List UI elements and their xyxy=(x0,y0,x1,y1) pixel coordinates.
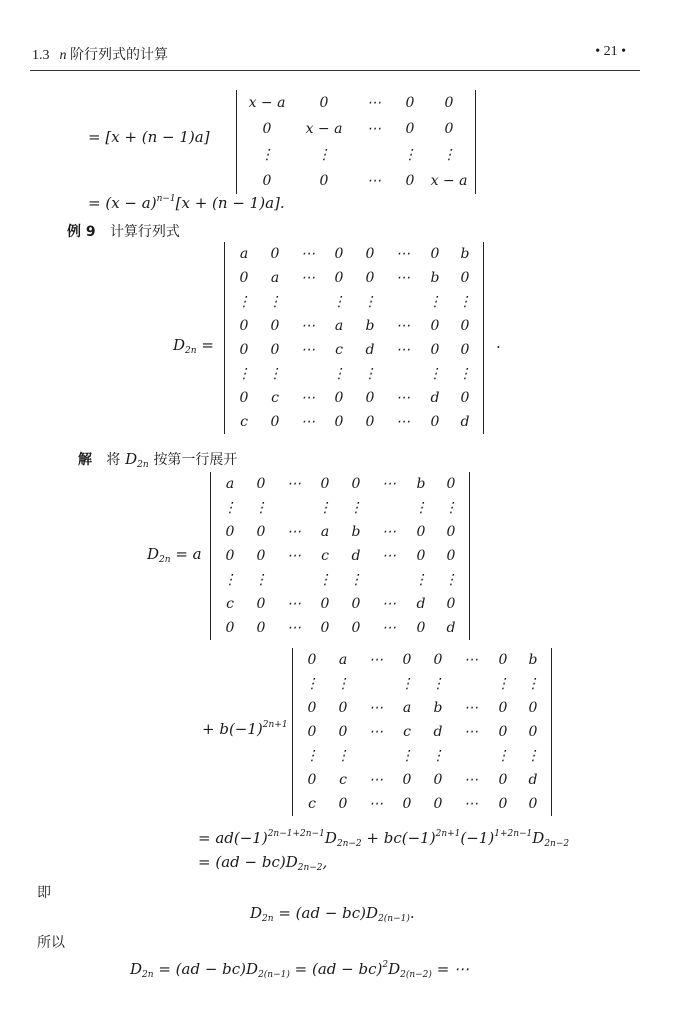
matrix-cell: 0 xyxy=(460,270,470,286)
matrix-cell: ⋮ xyxy=(268,294,282,310)
matrix-cell: ⋮ xyxy=(305,748,319,764)
matrix-cell: d xyxy=(460,414,470,430)
matrix-cell xyxy=(291,290,325,314)
matrix-cell: ⋮ xyxy=(403,147,417,163)
matrix-cell: ⋯ xyxy=(301,270,315,286)
solution-label: 解 xyxy=(78,452,92,468)
matrix-cell: ⋮ xyxy=(336,676,350,692)
matrix-cell: 0 xyxy=(416,524,426,540)
matrix-cell: ⋯ xyxy=(369,700,383,716)
matrix-cell: ⋮ xyxy=(332,366,346,382)
matrix-cell: 0 xyxy=(319,173,329,189)
matrix-row xyxy=(211,544,470,568)
matrix-cell: 0 xyxy=(334,246,344,262)
matrix-cell: d xyxy=(416,596,426,612)
matrix-cell: a xyxy=(402,700,412,716)
matrix-cell: ⋮ xyxy=(260,147,274,163)
matrix-cell: ⋯ xyxy=(396,318,410,334)
matrix-cell: 0 xyxy=(446,596,456,612)
matrix-row xyxy=(225,362,484,386)
matrix-cell: 0 xyxy=(320,476,330,492)
matrix-cell: 0 xyxy=(307,724,317,740)
matrix-cell: b xyxy=(365,318,375,334)
eq6: $D_{2n} = (ad - bc)D_{2(n-1)} = (ad - bc)^2D_{2(n-2)}$ = ⋯ xyxy=(130,960,470,980)
matrix-cell: ⋮ xyxy=(496,676,510,692)
matrix-cell: ⋯ xyxy=(464,772,478,788)
suoyi-text: 所以 xyxy=(37,935,65,951)
d2n-determinant xyxy=(224,242,484,434)
matrix-cell: 0 xyxy=(460,318,470,334)
matrix-cell: ⋯ xyxy=(369,796,383,812)
matrix-cell: 0 xyxy=(498,724,508,740)
matrix-cell: ⋮ xyxy=(428,366,442,382)
matrix-cell: ⋯ xyxy=(396,414,410,430)
matrix-cell: 0 xyxy=(402,772,412,788)
page-number: • 21 • xyxy=(595,44,626,59)
matrix-cell: ⋯ xyxy=(464,652,478,668)
matrix-cell: ⋮ xyxy=(336,748,350,764)
matrix-cell: 0 xyxy=(270,414,280,430)
matrix-row xyxy=(293,720,552,744)
matrix-cell: 0 xyxy=(405,95,415,111)
matrix-cell: c xyxy=(271,390,279,406)
expand1-lhs: $D_{2n} = a$ xyxy=(147,545,202,565)
matrix-row xyxy=(211,496,470,520)
matrix-cell: ⋯ xyxy=(367,121,381,137)
matrix-cell: ⋮ xyxy=(305,676,319,692)
matrix-cell: ⋮ xyxy=(526,676,540,692)
matrix-cell: 0 xyxy=(334,414,344,430)
matrix-cell: ⋮ xyxy=(223,500,237,516)
matrix-cell: ⋯ xyxy=(396,246,410,262)
matrix-cell: 0 xyxy=(239,270,249,286)
matrix-cell: 0 xyxy=(239,342,249,358)
matrix-row xyxy=(293,768,552,792)
matrix-cell: ⋯ xyxy=(396,342,410,358)
matrix-cell: 0 xyxy=(433,652,443,668)
matrix-cell: 0 xyxy=(338,724,348,740)
d2n-period: . xyxy=(496,334,501,352)
matrix-row xyxy=(293,744,552,768)
matrix-cell: ⋮ xyxy=(414,572,428,588)
matrix-cell: b xyxy=(430,270,440,286)
matrix-cell: 0 xyxy=(256,548,266,564)
matrix-cell: ⋯ xyxy=(287,524,301,540)
matrix-row xyxy=(211,616,470,640)
matrix-cell: 0 xyxy=(416,548,426,564)
matrix-cell: 0 xyxy=(498,796,508,812)
matrix-row xyxy=(237,116,476,142)
matrix-row xyxy=(293,792,552,816)
matrix-cell: ⋮ xyxy=(414,500,428,516)
matrix-cell: 0 xyxy=(334,270,344,286)
matrix-cell: ⋯ xyxy=(301,318,315,334)
matrix-cell: b xyxy=(460,246,470,262)
matrix-cell: ⋯ xyxy=(382,548,396,564)
matrix-cell: 0 xyxy=(307,772,317,788)
matrix-cell: 0 xyxy=(270,318,280,334)
matrix-cell: c xyxy=(240,414,248,430)
solution: 解 将 $D_{2n}$ 按第一行展开 xyxy=(78,450,238,470)
matrix-cell: b xyxy=(416,476,426,492)
matrix-cell: 0 xyxy=(256,596,266,612)
header-rule xyxy=(30,70,640,71)
matrix-row xyxy=(237,90,476,116)
matrix-cell: 0 xyxy=(239,390,249,406)
matrix-cell: ⋯ xyxy=(464,724,478,740)
eq2: = $(x - a)^{n-1}[x + (n - 1)a]$. xyxy=(88,194,285,212)
matrix-row xyxy=(211,568,470,592)
matrix-cell: ⋮ xyxy=(349,500,363,516)
matrix-cell: ⋮ xyxy=(400,676,414,692)
matrix-cell: 0 xyxy=(351,620,361,636)
matrix-cell xyxy=(359,672,393,696)
matrix-cell: ⋮ xyxy=(444,500,458,516)
eq5: $D_{2n} = (ad - bc)D_{2(n-1)}$. xyxy=(250,904,415,924)
matrix-cell: 0 xyxy=(262,173,272,189)
matrix-cell: 0 xyxy=(351,476,361,492)
matrix-cell: ⋯ xyxy=(464,700,478,716)
eq1-determinant xyxy=(236,90,476,194)
matrix-cell: ⋯ xyxy=(396,390,410,406)
matrix-cell: ⋮ xyxy=(254,572,268,588)
matrix-cell: 0 xyxy=(498,652,508,668)
matrix-cell xyxy=(373,496,405,520)
matrix-cell: ⋮ xyxy=(400,748,414,764)
matrix-cell: ⋮ xyxy=(317,147,331,163)
matrix-cell: d xyxy=(430,390,440,406)
matrix-cell: 0 xyxy=(365,414,375,430)
matrix-cell: c xyxy=(403,724,411,740)
d2n-lhs: $D_{2n}$ = xyxy=(173,336,214,356)
matrix-cell: c xyxy=(226,596,234,612)
matrix-cell: 0 xyxy=(239,318,249,334)
matrix-cell xyxy=(359,744,393,768)
matrix-cell: ⋯ xyxy=(382,620,396,636)
matrix-cell xyxy=(355,142,393,168)
matrix-cell: a xyxy=(225,476,235,492)
matrix-row xyxy=(225,338,484,362)
matrix-cell: c xyxy=(339,772,347,788)
matrix-row xyxy=(293,672,552,696)
matrix-cell: 0 xyxy=(256,524,266,540)
matrix-cell xyxy=(277,568,311,592)
eq4: = $(ad - bc)D_{2n-2}$, xyxy=(198,853,328,873)
matrix-cell xyxy=(373,568,405,592)
matrix-cell: ⋯ xyxy=(367,173,381,189)
matrix-cell: 0 xyxy=(433,796,443,812)
matrix-cell: b xyxy=(351,524,361,540)
matrix-row xyxy=(293,648,552,672)
matrix-cell xyxy=(387,362,419,386)
matrix-cell: 0 xyxy=(528,700,538,716)
matrix-cell: ⋯ xyxy=(301,390,315,406)
matrix-row xyxy=(211,472,470,496)
matrix-cell: d xyxy=(528,772,538,788)
matrix-cell: 0 xyxy=(446,548,456,564)
matrix-cell: 0 xyxy=(320,620,330,636)
matrix-cell: 0 xyxy=(444,121,454,137)
matrix-cell: 0 xyxy=(405,121,415,137)
matrix-cell: 0 xyxy=(430,246,440,262)
matrix-cell: c xyxy=(321,548,329,564)
matrix-row xyxy=(225,314,484,338)
matrix-cell: 0 xyxy=(430,318,440,334)
matrix-cell: x − a xyxy=(248,95,286,111)
matrix-cell: d xyxy=(365,342,375,358)
matrix-cell: ⋮ xyxy=(431,676,445,692)
matrix-cell: ⋮ xyxy=(526,748,540,764)
matrix-cell: ⋯ xyxy=(382,476,396,492)
matrix-cell: ⋮ xyxy=(268,366,282,382)
matrix-cell: ⋮ xyxy=(431,748,445,764)
matrix-cell: ⋮ xyxy=(223,572,237,588)
eq3: = $ad(-1)^{2n-1+2n-1}D_{2n-2} + bc(-1)^{2n+1}(-1)^{1+2n-1}D_{2n-2}$ xyxy=(198,829,570,849)
matrix-cell xyxy=(277,496,311,520)
matrix-row xyxy=(225,266,484,290)
matrix-cell: 0 xyxy=(528,724,538,740)
matrix-cell: ⋯ xyxy=(369,724,383,740)
matrix-cell: 0 xyxy=(444,95,454,111)
matrix-row xyxy=(237,142,476,168)
matrix-cell: ⋮ xyxy=(318,500,332,516)
matrix-cell: 0 xyxy=(405,173,415,189)
matrix-cell: 0 xyxy=(256,620,266,636)
matrix-row xyxy=(237,168,476,194)
matrix-cell: ⋯ xyxy=(301,342,315,358)
matrix-cell: ⋮ xyxy=(363,294,377,310)
matrix-cell: ⋮ xyxy=(237,294,251,310)
matrix-cell: 0 xyxy=(225,548,235,564)
expand1-determinant xyxy=(210,472,470,640)
matrix-cell: a xyxy=(334,318,344,334)
matrix-cell: ⋯ xyxy=(301,414,315,430)
matrix-cell: 0 xyxy=(460,390,470,406)
matrix-cell: ⋯ xyxy=(464,796,478,812)
matrix-cell: 0 xyxy=(365,246,375,262)
matrix-cell: 0 xyxy=(430,414,440,430)
matrix-cell: ⋯ xyxy=(287,596,301,612)
matrix-cell: d xyxy=(446,620,456,636)
matrix-cell: a xyxy=(270,270,280,286)
example-label: 例 9 xyxy=(67,224,96,240)
matrix-cell: 0 xyxy=(498,772,508,788)
example-text: 计算行列式 xyxy=(109,224,180,240)
matrix-cell: ⋯ xyxy=(369,652,383,668)
matrix-cell: 0 xyxy=(402,652,412,668)
matrix-cell: ⋯ xyxy=(287,620,301,636)
matrix-cell xyxy=(455,744,487,768)
matrix-row xyxy=(211,520,470,544)
matrix-cell: 0 xyxy=(460,342,470,358)
matrix-cell xyxy=(455,672,487,696)
matrix-cell: ⋮ xyxy=(458,294,472,310)
section-title: 阶行列式的计算 xyxy=(70,47,168,63)
matrix-cell: ⋮ xyxy=(237,366,251,382)
matrix-cell: 0 xyxy=(528,796,538,812)
matrix-row xyxy=(211,592,470,616)
section-number: 1.3 xyxy=(32,48,50,63)
matrix-cell: 0 xyxy=(270,246,280,262)
section-n: n xyxy=(59,48,67,63)
eq1-prefix: = [x + (n − 1)a] xyxy=(88,128,210,146)
matrix-cell: 0 xyxy=(225,620,235,636)
matrix-cell: 0 xyxy=(433,772,443,788)
matrix-cell: b xyxy=(433,700,443,716)
matrix-cell: ⋯ xyxy=(287,476,301,492)
matrix-cell: ⋮ xyxy=(318,572,332,588)
matrix-row xyxy=(225,386,484,410)
matrix-cell: 0 xyxy=(416,620,426,636)
running-header xyxy=(32,44,168,64)
matrix-cell xyxy=(291,362,325,386)
matrix-cell: 0 xyxy=(365,270,375,286)
ji-text: 即 xyxy=(37,885,51,901)
matrix-cell: ⋮ xyxy=(363,366,377,382)
matrix-cell: ⋮ xyxy=(442,147,456,163)
matrix-cell: ⋯ xyxy=(382,596,396,612)
expand2-determinant xyxy=(292,648,552,816)
matrix-cell: 0 xyxy=(446,524,456,540)
matrix-cell xyxy=(387,290,419,314)
matrix-cell: a xyxy=(338,652,348,668)
matrix-cell: 0 xyxy=(430,342,440,358)
matrix-cell: ⋯ xyxy=(382,524,396,540)
matrix-cell: c xyxy=(335,342,343,358)
matrix-row xyxy=(293,696,552,720)
matrix-cell: ⋯ xyxy=(396,270,410,286)
matrix-cell: 0 xyxy=(270,342,280,358)
matrix-cell: ⋯ xyxy=(301,246,315,262)
matrix-cell: ⋮ xyxy=(332,294,346,310)
matrix-cell: 0 xyxy=(338,796,348,812)
matrix-row xyxy=(225,290,484,314)
matrix-cell: 0 xyxy=(307,700,317,716)
matrix-cell: 0 xyxy=(402,796,412,812)
matrix-cell: ⋯ xyxy=(287,548,301,564)
matrix-cell: 0 xyxy=(338,700,348,716)
matrix-cell: 0 xyxy=(319,95,329,111)
matrix-cell: ⋮ xyxy=(458,366,472,382)
matrix-cell: 0 xyxy=(262,121,272,137)
example-9 xyxy=(67,221,180,241)
matrix-cell: x − a xyxy=(430,173,468,189)
matrix-cell: 0 xyxy=(334,390,344,406)
matrix-cell: b xyxy=(528,652,538,668)
matrix-cell: x − a xyxy=(305,121,343,137)
matrix-row xyxy=(225,410,484,434)
matrix-cell: 0 xyxy=(256,476,266,492)
matrix-cell: 0 xyxy=(225,524,235,540)
matrix-cell: a xyxy=(320,524,330,540)
matrix-cell: 0 xyxy=(365,390,375,406)
matrix-cell: ⋮ xyxy=(444,572,458,588)
matrix-cell: ⋮ xyxy=(254,500,268,516)
matrix-cell: ⋮ xyxy=(349,572,363,588)
matrix-cell: 0 xyxy=(307,652,317,668)
matrix-cell: ⋮ xyxy=(496,748,510,764)
matrix-cell: 0 xyxy=(320,596,330,612)
matrix-cell: a xyxy=(239,246,249,262)
matrix-row xyxy=(225,242,484,266)
matrix-cell: d xyxy=(351,548,361,564)
matrix-cell: 0 xyxy=(446,476,456,492)
matrix-cell: ⋯ xyxy=(367,95,381,111)
expand2-prefix: + $b(-1)^{2n+1}$ xyxy=(202,720,288,738)
matrix-cell: d xyxy=(433,724,443,740)
matrix-cell: ⋯ xyxy=(369,772,383,788)
matrix-cell: 0 xyxy=(351,596,361,612)
matrix-cell: ⋮ xyxy=(428,294,442,310)
matrix-cell: c xyxy=(308,796,316,812)
matrix-cell: 0 xyxy=(498,700,508,716)
